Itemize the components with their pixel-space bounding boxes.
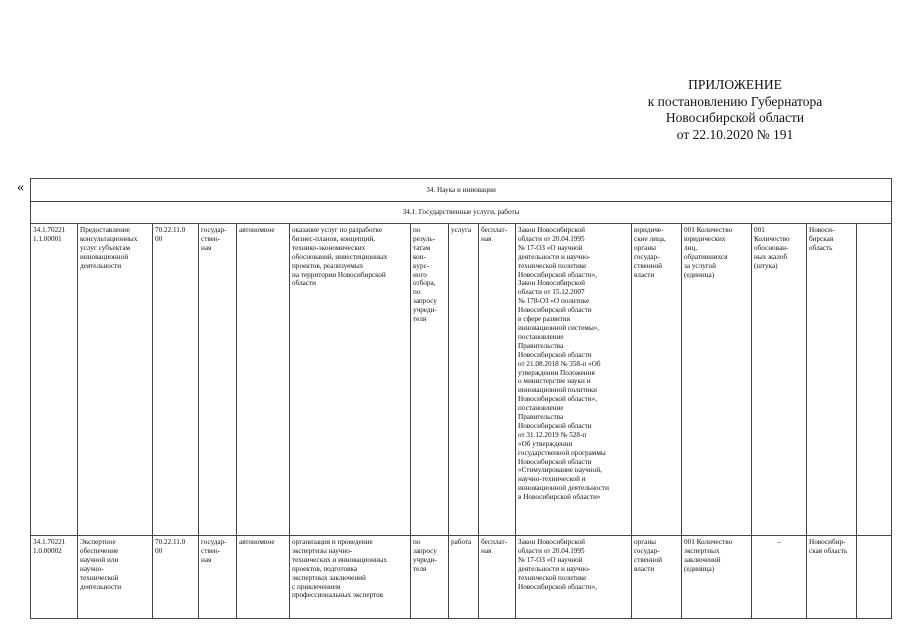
empty-cell — [857, 224, 892, 536]
provision-conditions: по запросу учреди- теля — [411, 536, 449, 619]
service-name: Экспертное обеспечение научной или научно- технической деятельности — [78, 536, 153, 619]
opening-quote-mark: « — [17, 180, 24, 195]
volume-indicator: 001 Количество экспертных заключений (единица) — [682, 536, 752, 619]
okved-code: 70.22.11.0 00 — [153, 536, 199, 619]
header-line-4: от 22.10.2020 № 191 — [676, 126, 794, 142]
legal-basis: Закон Новосибирской области от 20.04.1995 № 17-ОЗ «О научной деятельности и научно- технической политике Новосибирской области», — [516, 536, 632, 619]
header-line-3: Новосибирской области — [665, 110, 805, 125]
empty-cell — [857, 536, 892, 619]
territory: Новосибир- ская область — [807, 536, 857, 619]
institution-type: государ- ствен- ная — [199, 536, 237, 619]
services-table — [30, 178, 892, 619]
subsection-title: 34.1. Государственные услуги, работы — [31, 202, 892, 224]
consumer-category: юридиче- ские лица, органы государ- ственной власти — [632, 224, 682, 536]
institution-kind: автономное — [237, 536, 290, 619]
service-name: Предоставление консультационных услуг субъектам инновационной деятельности — [78, 224, 153, 536]
consumer-category: органы государ- ственной власти — [632, 536, 682, 619]
section-row — [31, 179, 892, 202]
service-or-work: услуга — [449, 224, 479, 536]
payment-type: бесплат- ная — [479, 224, 516, 536]
quality-indicator: – — [752, 536, 807, 619]
table-row — [31, 536, 892, 619]
document-header — [600, 77, 870, 143]
provision-conditions: по резуль- татам кон- курс- ного отбора, по запросу учреди- теля — [411, 224, 449, 536]
volume-indicator: 001 Количество юридических лиц, обратившихся за услугой (единица) — [682, 224, 752, 536]
header-line-2: к постановлению Губернатора — [647, 93, 823, 109]
section-title: 34. Наука и инновации — [31, 179, 892, 202]
service-or-work: работа — [449, 536, 479, 619]
legal-basis: Закон Новосибирской области от 20.04.1995 № 17-ОЗ «О научной деятельности и научно- технической политике Новосибирской области», Закон Новосибирской области от 15.12.2007 № 178-ОЗ «О политике Новосибирской области в сфере развития инновационной системы», постановление Правительства Новосибирской области от 21.08.2018 № 358-п «Об утверждении Положения о министерстве науки и инновационной политики Новосибирской области», постановление Правительства Новосибирской области от 31.12.2019 № 528-п «Об утверждении государственной программы Новосибирской области «Стимулирование научной, научно-технической и инновационной деятельности в Новосибирской области» — [516, 224, 632, 536]
subsection-row — [31, 202, 892, 224]
service-content: оказание услуг по разработке бизнес-планов, концепций, технико-экономических обоснований, инвестиционных проектов, реализуемых на территории Новосибирской области — [290, 224, 411, 536]
header-line-1: ПРИЛОЖЕНИЕ — [688, 77, 782, 92]
table-row — [31, 224, 892, 536]
payment-type: бесплат- ная — [479, 536, 516, 619]
okved-code: 70.22.11.0 00 — [153, 224, 199, 536]
registry-code: 34.1.70221 1.0.00002 — [31, 536, 78, 619]
institution-kind: автономное — [237, 224, 290, 536]
institution-type: государ- ствен- ная — [199, 224, 237, 536]
registry-code: 34.1.70221 1.1.00001 — [31, 224, 78, 536]
quality-indicator: 001 Количество обоснован- ных жалоб (штука) — [752, 224, 807, 536]
territory: Новоси- бирская область — [807, 224, 857, 536]
service-content: организация и проведение экспертизы научно- технических и инновационных проектов, подготовка экспертных заключений с привлечением профессиональных экспертов — [290, 536, 411, 619]
